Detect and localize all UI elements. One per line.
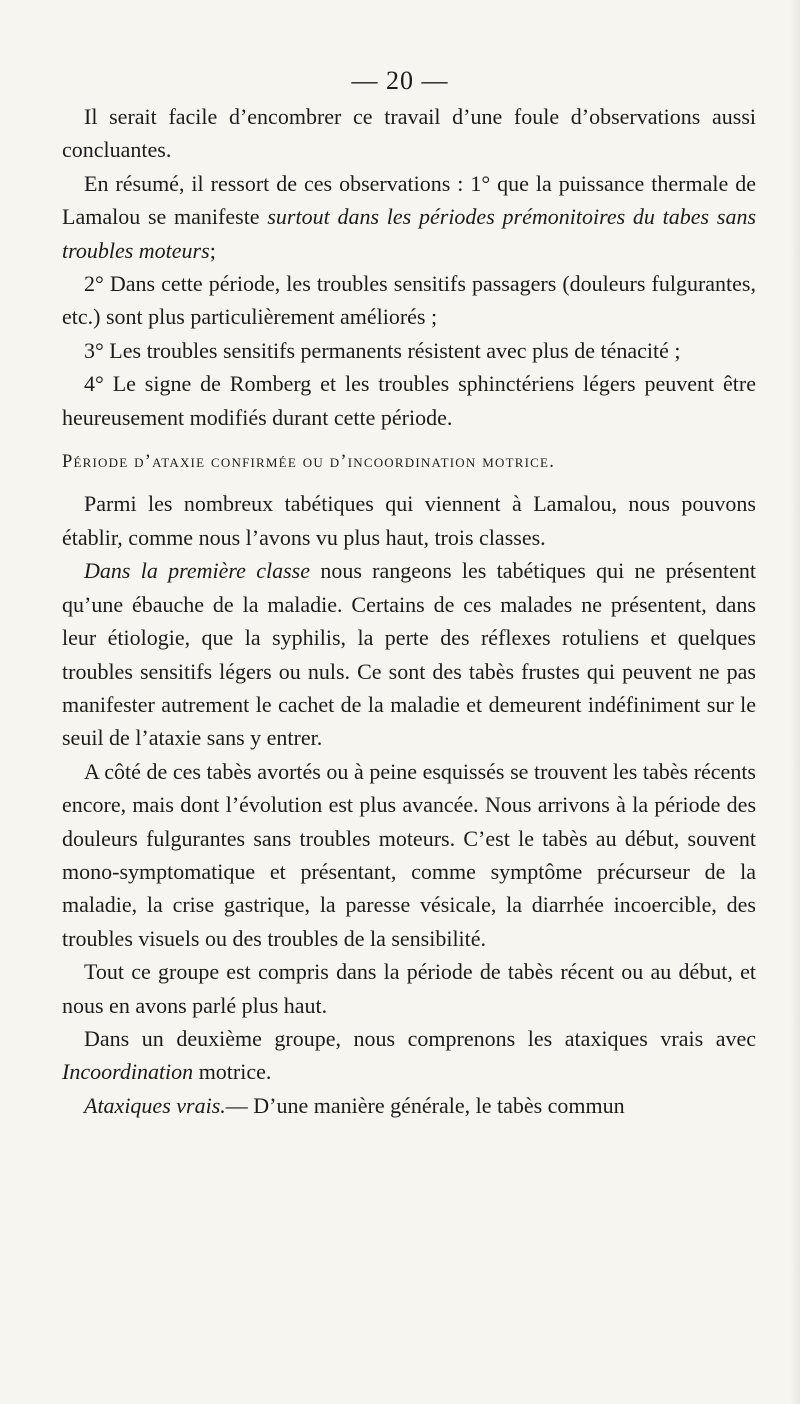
paragraph-10-emphasis: Incoordination [62, 1059, 194, 1085]
paragraph-11-emphasis: Ataxiques vrais. [84, 1092, 226, 1118]
paragraph-2-text: En résumé, il ressort de ces observations : 1° que la puissance thermale de Lamalou se manifeste [62, 170, 756, 230]
paragraph-9: Tout ce groupe est compris dans la période de tabès récent ou au début, et nous en avons parlé plus haut. [62, 959, 756, 1018]
paragraph-11-text: — D’une manière générale, le tabès commun [225, 1092, 625, 1118]
paragraph-3: 2° Dans cette période, les troubles sensitifs passagers (douleurs fulgurantes, etc.) sont plus particulièrement améliorés ; [62, 271, 756, 330]
section-heading: Période d’ataxie confirmée ou d’incoordination motrice. [62, 452, 556, 473]
paragraph-10-end: motrice. [193, 1059, 272, 1085]
paragraph-10 [62, 1022, 756, 1089]
page-body [62, 100, 756, 1122]
paragraph-2-end: ; [209, 237, 216, 263]
paragraph-7 [62, 554, 756, 754]
page-edge-shadow [790, 0, 800, 1404]
paragraph-5: 4° Le signe de Romberg et les troubles sphinctériens légers peuvent être heureusement modifiés durant cette période. [62, 371, 756, 430]
paragraph-7-text: nous rangeons les tabétiques qui ne présentent qu’une ébauche de la maladie. Certains de ces malades ne présentent, dans leur étiologie, que la syphilis, la perte des réflexes rotuliens et quelques troubles sensitifs légers ou nuls. Ce sont des tabès frustes qui peuvent ne pas manifester autrement le cachet de la maladie et demeurent indéfiniment sur le seuil de l’ataxie sans y entrer. [62, 558, 756, 751]
paragraph-10-text: Dans un deuxième groupe, nous comprenons les ataxiques vrais avec [84, 1025, 756, 1051]
paragraph-1: Il serait facile d’encombrer ce travail d’une foule d’observations aussi concluantes. [62, 104, 756, 163]
paragraph-2 [62, 167, 756, 267]
page-number: — 20 — [351, 66, 449, 95]
paragraph-11 [62, 1089, 756, 1122]
paragraph-7-emphasis: Dans la première classe [84, 558, 311, 584]
paragraph-4: 3° Les troubles sensitifs permanents résistent avec plus de ténacité ; [84, 337, 681, 363]
paragraph-8: A côté de ces tabès avortés ou à peine esquissés se trouvent les tabès récents encore, mais dont l’évolution est plus avancée. Nous arrivons à la période des douleurs fulgurantes sans troubles moteurs. C’est le tabès au début, souvent mono-symptomatique et présentant, comme symptôme précurseur de la maladie, la crise gastrique, la paresse vésicale, la diarrhée incoercible, des troubles visuels ou des troubles de la sensibilité. [62, 758, 756, 951]
paragraph-2-emphasis: surtout dans les périodes prémonitoires du tabes sans troubles moteurs [62, 204, 756, 263]
paragraph-6: Parmi les nombreux tabétiques qui viennent à Lamalou, nous pouvons établir, comme nous l’avons vu plus haut, trois classes. [62, 491, 756, 550]
